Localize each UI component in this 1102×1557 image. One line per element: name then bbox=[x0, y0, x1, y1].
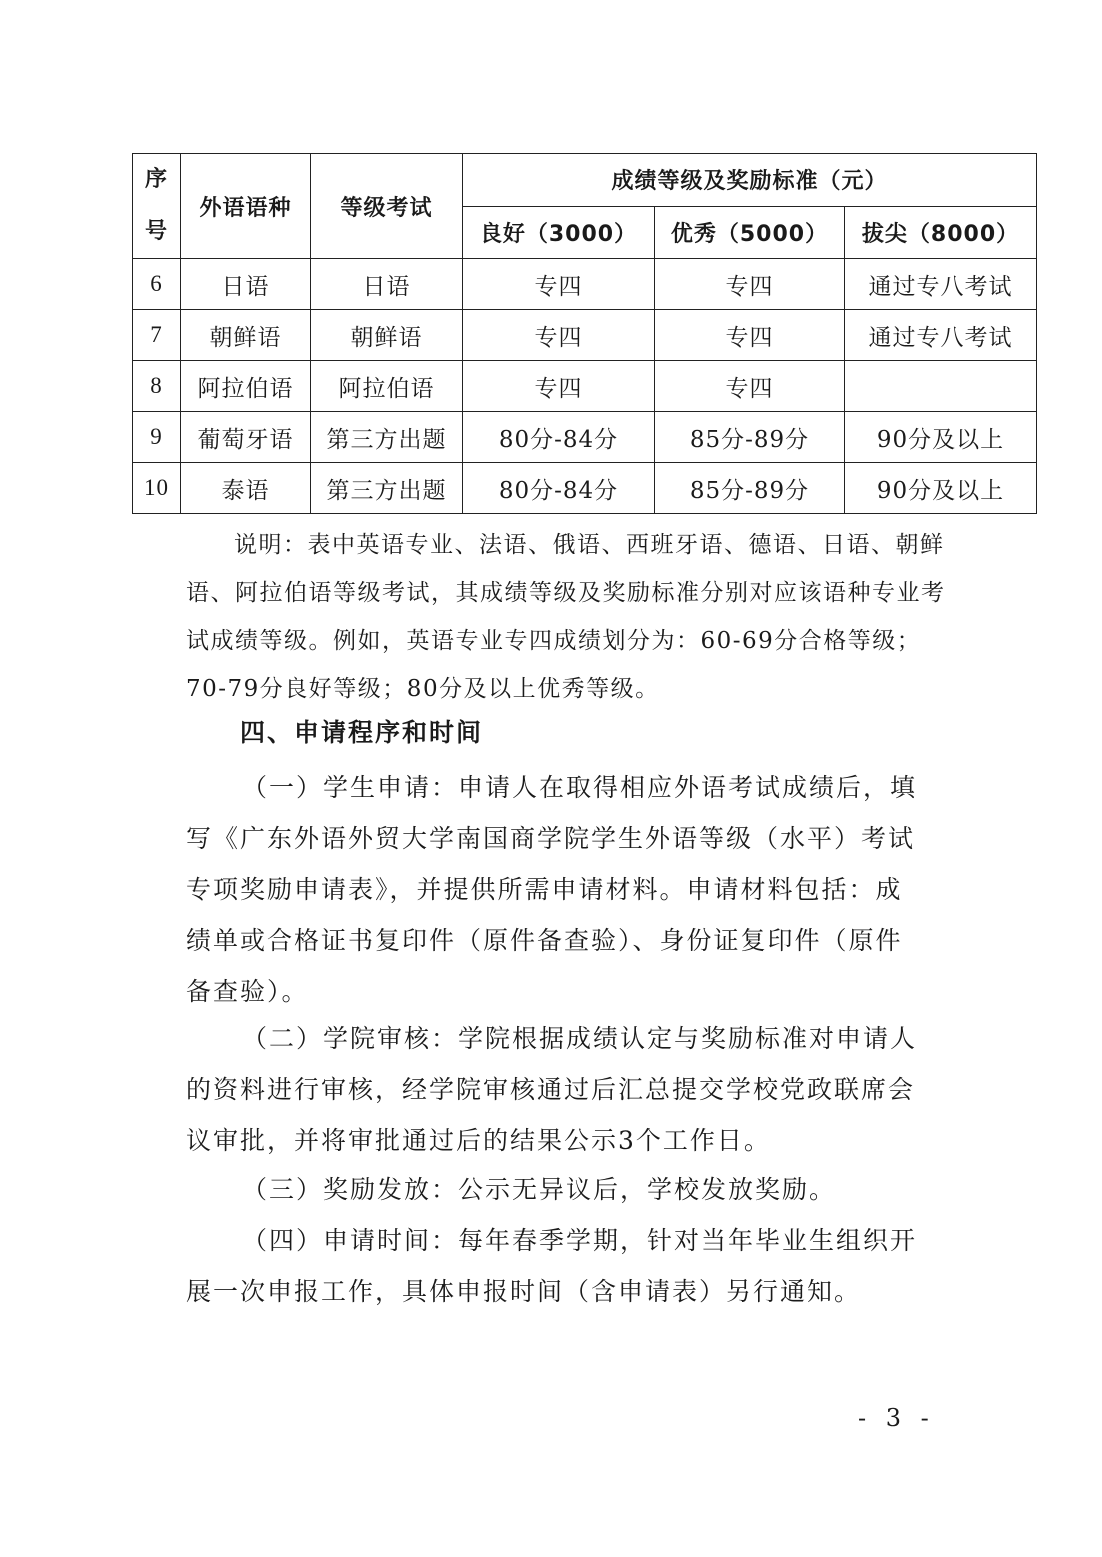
paragraph-reward-distribution bbox=[186, 1164, 926, 1215]
cell-good: 专四 bbox=[463, 259, 655, 310]
cell-language: 泰语 bbox=[181, 463, 311, 514]
cell-language: 葡萄牙语 bbox=[181, 412, 311, 463]
table-row bbox=[133, 463, 1037, 514]
header-seq bbox=[133, 154, 181, 259]
cell-language: 日语 bbox=[181, 259, 311, 310]
cell-top: 通过专八考试 bbox=[845, 259, 1037, 310]
paragraph-text: （四）申请时间：每年春季学期，针对当年毕业生组织开展一次申报工作，具体申报时间（含申请表）另行通知。 bbox=[186, 1226, 918, 1306]
cell-excellent: 专四 bbox=[655, 361, 845, 412]
table-row bbox=[133, 310, 1037, 361]
cell-good: 专四 bbox=[463, 361, 655, 412]
cell-language: 朝鲜语 bbox=[181, 310, 311, 361]
cell-seq: 10 bbox=[133, 463, 181, 514]
table-note bbox=[186, 521, 946, 713]
cell-top: 90分及以上 bbox=[845, 412, 1037, 463]
cell-excellent: 专四 bbox=[655, 259, 845, 310]
cell-seq: 7 bbox=[133, 310, 181, 361]
table-header-row bbox=[133, 154, 1037, 207]
cell-seq: 8 bbox=[133, 361, 181, 412]
cell-exam: 朝鲜语 bbox=[311, 310, 463, 361]
cell-language: 阿拉伯语 bbox=[181, 361, 311, 412]
table-row bbox=[133, 259, 1037, 310]
header-language: 外语语种 bbox=[181, 154, 311, 259]
cell-top: 90分及以上 bbox=[845, 463, 1037, 514]
cell-exam: 第三方出题 bbox=[311, 412, 463, 463]
cell-excellent: 专四 bbox=[655, 310, 845, 361]
header-standard: 成绩等级及奖励标准（元） bbox=[463, 154, 1037, 207]
table-note-text: 说明：表中英语专业、法语、俄语、西班牙语、德语、日语、朝鲜语、阿拉伯语等级考试，其成绩等级及奖励标准分别对应该语种专业考试成绩等级。例如，英语专业专四成绩划分为：60-69分合格等级；70-79分良好等级；80分及以上优秀等级。 bbox=[186, 532, 946, 702]
page-number: - 3 - bbox=[858, 1404, 935, 1432]
cell-top bbox=[845, 361, 1037, 412]
paragraph-text: （二）学院审核：学院根据成绩认定与奖励标准对申请人的资料进行审核，经学院审核通过后汇总提交学校党政联席会议审批，并将审批通过后的结果公示3个工作日。 bbox=[186, 1024, 918, 1155]
section-heading: 四、申请程序和时间 bbox=[240, 718, 484, 747]
cell-exam: 第三方出题 bbox=[311, 463, 463, 514]
cell-seq: 6 bbox=[133, 259, 181, 310]
cell-good: 80分-84分 bbox=[463, 412, 655, 463]
cell-exam: 日语 bbox=[311, 259, 463, 310]
paragraph-college-review bbox=[186, 1013, 926, 1166]
cell-exam: 阿拉伯语 bbox=[311, 361, 463, 412]
cell-good: 专四 bbox=[463, 310, 655, 361]
table-row bbox=[133, 361, 1037, 412]
header-seq-label: 序号 bbox=[144, 167, 168, 244]
cell-good: 80分-84分 bbox=[463, 463, 655, 514]
table-row bbox=[133, 412, 1037, 463]
paragraph-text: （三）奖励发放：公示无异议后，学校发放奖励。 bbox=[242, 1175, 837, 1204]
header-exam: 等级考试 bbox=[311, 154, 463, 259]
reward-standards-table bbox=[132, 153, 1037, 514]
cell-excellent: 85分-89分 bbox=[655, 412, 845, 463]
header-good: 良好（3000） bbox=[463, 206, 655, 259]
cell-excellent: 85分-89分 bbox=[655, 463, 845, 514]
paragraph-student-application bbox=[186, 762, 926, 1017]
header-excellent: 优秀（5000） bbox=[655, 206, 845, 259]
cell-seq: 9 bbox=[133, 412, 181, 463]
cell-top: 通过专八考试 bbox=[845, 310, 1037, 361]
paragraph-text: （一）学生申请：申请人在取得相应外语考试成绩后，填写《广东外语外贸大学南国商学院学生外语等级（水平）考试专项奖励申请表》，并提供所需申请材料。申请材料包括：成绩单或合格证书复印件（原件备查验）、身份证复印件（原件备查验）。 bbox=[186, 773, 918, 1006]
paragraph-application-time bbox=[186, 1215, 926, 1317]
header-top: 拔尖（8000） bbox=[845, 206, 1037, 259]
